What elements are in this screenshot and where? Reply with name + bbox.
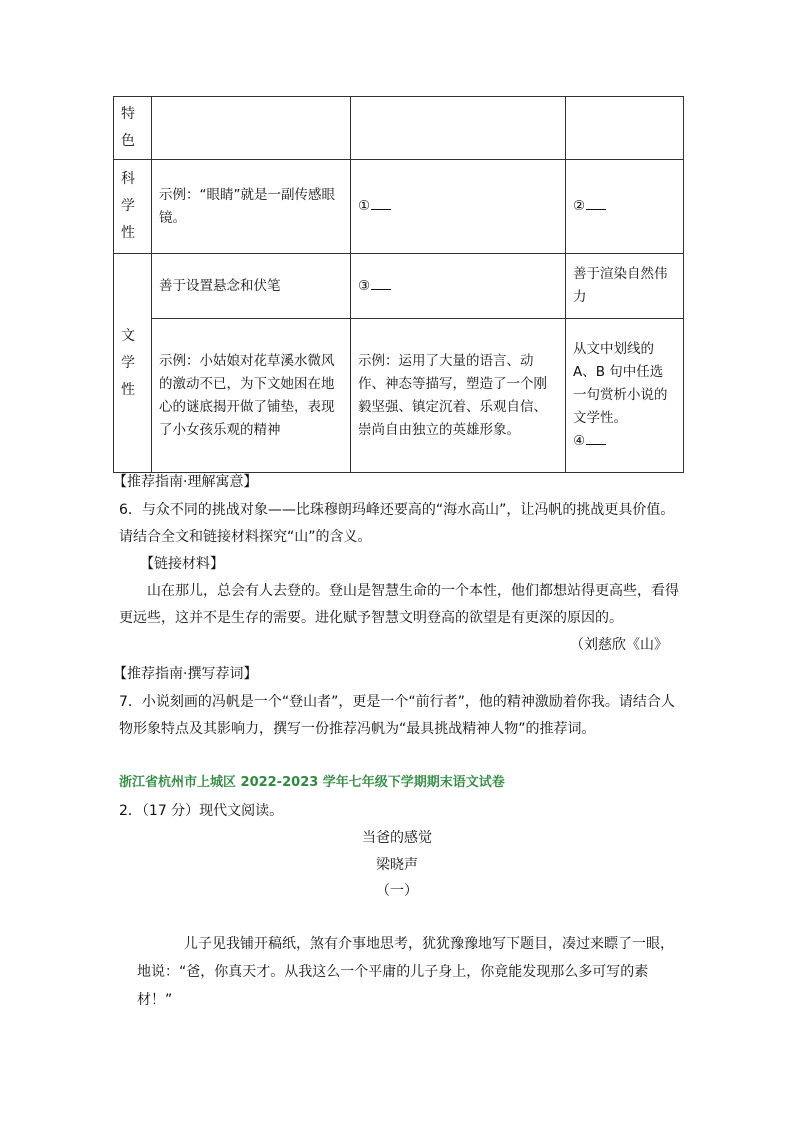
link-material-line1: 山在那儿，总会有人去登的。登山是智慧生命的一个本性，他们都想站得更高些，看得 bbox=[147, 583, 679, 599]
blank-label: ④ bbox=[573, 433, 586, 449]
table-row bbox=[114, 160, 684, 254]
row-header-kexuexing bbox=[114, 160, 152, 254]
table-row bbox=[114, 97, 684, 160]
answer-blank[interactable] bbox=[586, 430, 606, 445]
exam-heading: 浙江省杭州市上城区 2022-2023 学年七年级下学期期末语文试卷 bbox=[119, 775, 505, 790]
header-char: 性 bbox=[121, 381, 135, 398]
passage-para-line3: 材！” bbox=[137, 992, 173, 1008]
question-2-heading: 2．（17 分）现代文阅读。 bbox=[119, 803, 284, 819]
task-text: 从文中划线的A、B 句中任选一句赏析小说的文学性。 bbox=[573, 341, 668, 426]
table-cell-example: 示例：小姑娘对花草溪水微风的激动不已，为下文她困在地心的谜底揭开做了铺垫，表现了小女孩乐观的精神 bbox=[152, 319, 351, 473]
answer-blank[interactable] bbox=[371, 275, 391, 290]
table-cell-example: 示例：运用了大量的语言、动作、神态等描写，塑造了一个刚毅坚强、镇定沉着、乐观自信、崇尚自由独立的英雄形象。 bbox=[351, 319, 566, 473]
table-row bbox=[114, 254, 684, 319]
table-cell: 善于设置悬念和伏笔 bbox=[152, 254, 351, 319]
table-cell bbox=[152, 97, 351, 160]
passage-para-line1: 儿子见我铺开稿纸，煞有介事地思考，犹犹豫豫地写下题目，凑过来瞟了一眼， bbox=[184, 936, 674, 952]
header-char: 色 bbox=[121, 133, 135, 149]
blank-label: ② bbox=[573, 198, 586, 214]
table-cell: 善于渲染自然伟力 bbox=[566, 254, 684, 319]
header-char: 文 bbox=[121, 327, 135, 344]
question-7-line1: 7．小说刻画的冯帆是一个“登山者”，更是一个“前行者”，他的精神激励着你我。请结合人 bbox=[119, 694, 675, 710]
table-cell-task bbox=[566, 319, 684, 473]
table-cell-example: 示例：“眼睛”就是一副传感眼镜。 bbox=[152, 160, 351, 254]
header-char: 学 bbox=[121, 354, 135, 371]
answer-blank[interactable] bbox=[371, 195, 391, 210]
blank-label: ① bbox=[358, 198, 371, 214]
table-cell-blank-2 bbox=[566, 160, 684, 254]
table-cell bbox=[566, 97, 684, 160]
row-header-wenxuexing bbox=[114, 254, 152, 473]
link-material-source: （刘慈欣《山》 bbox=[570, 637, 668, 653]
row-header-tese bbox=[114, 97, 152, 160]
link-material-title: 【链接材料】 bbox=[140, 556, 224, 572]
passage-title: 当爸的感觉 bbox=[362, 830, 432, 846]
link-material-line2: 更远些，这并不是生存的需要。进化赋予智慧文明登高的欲望是有更深的原因的。 bbox=[119, 610, 623, 626]
header-char: 性 bbox=[121, 225, 135, 241]
question-7-line2: 物形象特点及其影响力，撰写一份推荐冯帆为“最具挑战精神人物”的推荐词。 bbox=[119, 721, 596, 737]
passage-para-line2: 地说：“爸，你真天才。从我这么一个平庸的儿子身上，你竟能发现那么多可写的素 bbox=[137, 964, 649, 980]
table-cell-blank-1 bbox=[351, 160, 566, 254]
section-title-understand: 【推荐指南·理解寓意】 bbox=[113, 474, 258, 490]
table-row bbox=[114, 319, 684, 473]
passage-author: 梁晓声 bbox=[376, 857, 418, 873]
question-6-line2: 请结合全文和链接材料探究“山”的含义。 bbox=[119, 529, 372, 545]
comparison-table bbox=[113, 96, 684, 473]
header-char: 科 bbox=[121, 171, 135, 187]
answer-blank[interactable] bbox=[586, 195, 606, 210]
table-cell bbox=[351, 97, 566, 160]
blank-label: ③ bbox=[358, 277, 371, 294]
passage-part: （一） bbox=[376, 883, 418, 899]
question-6-line1: 6．与众不同的挑战对象——比珠穆朗玛峰还要高的“海水高山”，让冯帆的挑战更具价值。 bbox=[119, 502, 675, 518]
header-char: 特 bbox=[121, 106, 135, 122]
header-char: 学 bbox=[121, 198, 135, 214]
table-cell-blank-3 bbox=[351, 254, 566, 319]
section-title-recommend: 【推荐指南·撰写荐词】 bbox=[113, 666, 258, 682]
